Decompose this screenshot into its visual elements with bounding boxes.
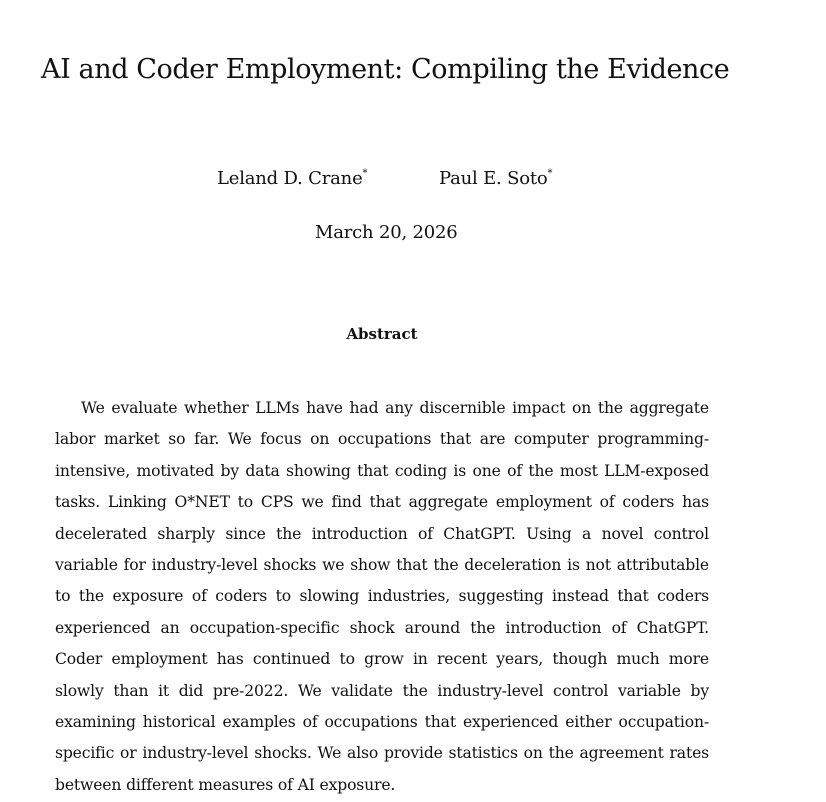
author-1 xyxy=(217,166,367,192)
author-2-name: Paul E. Soto xyxy=(439,168,548,189)
author-list xyxy=(0,166,770,194)
author-1-footnote-mark: * xyxy=(362,168,368,179)
author-2 xyxy=(439,166,552,192)
abstract-heading: Abstract xyxy=(346,325,418,343)
author-2-footnote-mark: * xyxy=(547,168,553,179)
author-1-name: Leland D. Crane xyxy=(217,168,363,189)
paper-title: AI and Coder Employment: Compiling the Evidence xyxy=(41,54,730,85)
abstract-body: We evaluate whether LLMs have had any discernible impact on the aggregate labor market so far. We focus on occupations that are computer programming-intensive, motivated by data showing that coding is one of the most LLM-exposed tasks. Linking O*NET to CPS we find that aggregate employment of coders has decelerated sharply since the introduction of ChatGPT. Using a novel control variable for industry-level shocks we show that the deceleration is not attributable to the exposure of coders to slowing industries, suggesting instead that coders experienced an occupation-specific shock around the introduction of ChatGPT. Coder employment has continued to grow in recent years, though much more slowly than it did pre-2022. We validate the industry-level control variable by examining historical examples of occupations that experienced either occupation-specific or industry-level shocks. We also provide statistics on the agreement rates between different measures of AI exposure. xyxy=(55,399,709,794)
publication-date: March 20, 2026 xyxy=(315,222,458,243)
